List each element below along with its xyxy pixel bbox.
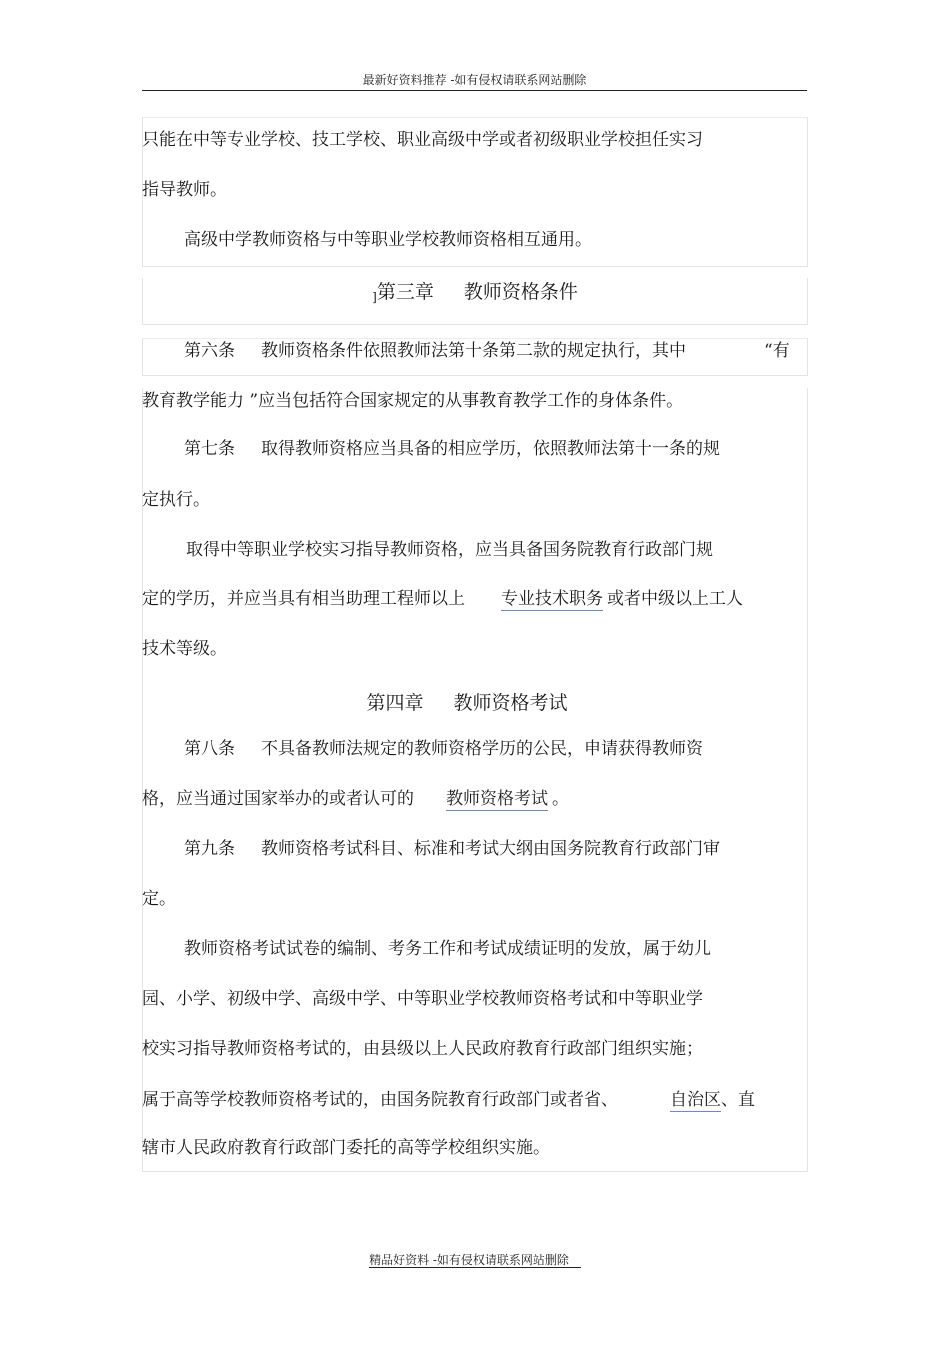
text-line: 教育教学能力 ”应当包括符合国家规定的从事教育教学工作的身体条件。 <box>142 391 684 411</box>
text-line: 取得中等职业学校实习指导教师资格，应当具备国务院教育行政部门规 <box>186 540 713 560</box>
text-segment: 属于高等学校教师资格考试的，由国务院教育行政部门或者省、 <box>142 1090 618 1110</box>
article-7-line-1 <box>184 438 720 460</box>
chapter-4-title: 教师资格考试 <box>453 692 568 714</box>
article-8-text: 不具备教师法规定的教师资格学历的公民，申请获得教师资 <box>261 739 703 759</box>
footer-text: 精品好资料 -如有侵权请联系网站删除 <box>369 1253 581 1268</box>
page-footer <box>0 1251 950 1268</box>
article-8-line-1 <box>184 738 703 760</box>
text-line-with-link <box>142 788 569 810</box>
text-line: 辖市人民政府教育行政部门委托的高等学校组织实施。 <box>142 1138 550 1158</box>
teacher-exam-link[interactable]: 教师资格考试 <box>446 789 548 809</box>
text-line: 只能在中等专业学校、技工学校、职业高级中学或者初级职业学校担任实习 <box>142 130 703 150</box>
chapter-3-mark: ] <box>372 290 377 304</box>
autonomous-region-link[interactable]: 自治区 <box>670 1090 721 1110</box>
article-6-line-1 <box>184 340 686 362</box>
article-6-quote: “有 <box>764 341 790 361</box>
page-header <box>142 70 807 91</box>
text-line: 园、小学、初级中学、高级中学、中等职业学校教师资格考试和中等职业学 <box>142 989 703 1009</box>
text-line-with-link <box>142 588 743 610</box>
text-line: 教师资格考试试卷的编制、考务工作和考试成绩证明的发放，属于幼儿 <box>184 939 711 959</box>
text-segment: 或者中级以上工人 <box>607 589 743 609</box>
chapter-3-title: 教师资格条件 <box>463 281 578 303</box>
text-segment: 定的学历，并应当具有相当助理工程师以上 <box>142 589 465 609</box>
article-6-text: 教师资格条件依照教师法第十条第二款的规定执行，其中 <box>261 341 686 361</box>
text-line: 定执行。 <box>142 490 210 510</box>
article-8-number: 第八条 <box>184 739 235 759</box>
text-line: 指导教师。 <box>142 180 227 200</box>
chapter-3-heading <box>0 277 950 304</box>
text-segment: 、直 <box>721 1090 755 1110</box>
chapter-3-number: 第三章 <box>376 281 434 303</box>
article-9-line-1 <box>184 838 720 860</box>
text-segment: 。 <box>552 789 569 809</box>
article-7-number: 第七条 <box>184 439 235 459</box>
professional-title-link[interactable]: 专业技术职务 <box>501 589 603 609</box>
article-9-number: 第九条 <box>184 839 235 859</box>
article-7-text: 取得教师资格应当具备的相应学历，依照教师法第十一条的规 <box>261 439 720 459</box>
text-line: 校实习指导教师资格考试的，由县级以上人民政府教育行政部门组织实施； <box>142 1039 703 1059</box>
chapter-4-heading <box>0 688 942 715</box>
text-line: 定。 <box>142 889 176 909</box>
article-9-text: 教师资格考试科目、标准和考试大纲由国务院教育行政部门审 <box>261 839 720 859</box>
text-line-with-link <box>142 1089 755 1111</box>
header-text: 最新好资料推荐 -如有侵权请联系网站删除 <box>362 73 587 87</box>
chapter-4-number: 第四章 <box>366 692 424 714</box>
text-segment: 格，应当通过国家举办的或者认可的 <box>142 789 414 809</box>
text-line: 高级中学教师资格与中等职业学校教师资格相互通用。 <box>184 230 592 250</box>
text-line: 技术等级。 <box>142 639 227 659</box>
article-6-number: 第六条 <box>184 341 235 361</box>
